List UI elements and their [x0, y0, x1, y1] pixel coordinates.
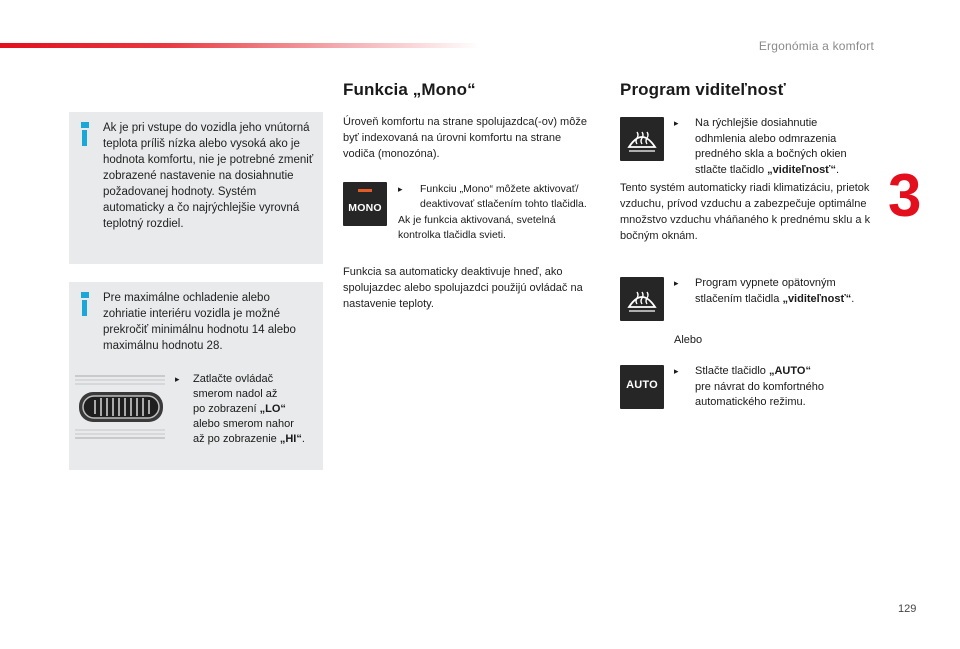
- info-text-max-cooling: Pre maximálne ochladenie alebo zohriatie interiéru vozidla je možné prekročiť minimálnu hodnotu 14 alebo maximálnu hodnotu 28.: [103, 292, 296, 352]
- temperature-knob-icon: [73, 370, 165, 446]
- info-text-temperature: Ak je pri vstupe do vozidla jeho vnútorná teplota príliš nízka alebo vysoká ako je hodnota komfortu, nie je potrebné zmeniť zobrazené nastavenie na dosiahnutie požadovanej hodnoty. Systém automaticky a čo najrýchlejšie vyrovná teplotný rozdiel.: [103, 122, 314, 230]
- bullet-triangle-icon: ▸: [398, 184, 403, 194]
- mono-button-icon: MONO: [343, 182, 387, 226]
- chapter-number: 3: [888, 162, 922, 229]
- lo-label: „LO“: [259, 403, 286, 415]
- knob-instruction: ▸ Zatlačte ovládač smerom nadol až po zobrazení „LO“ alebo smerom nahor až po zobrazenie „HI“.: [175, 373, 305, 445]
- hi-label: „HI“: [279, 433, 302, 445]
- chapter-title: Ergonómia a komfort: [758, 39, 874, 53]
- page-number: 129: [898, 603, 917, 615]
- or-label: Alebo: [674, 334, 703, 346]
- windshield-defrost-icon: [620, 117, 664, 161]
- header-accent-bar: [0, 43, 480, 48]
- visibility-description: Tento systém automaticky riadi klimatizáciu, prietok vzduchu, prívod vzduchu a zabezpečuje optimálne množstvo vzduchu vháňaného k prednému sklu a k bočným oknám.: [620, 182, 871, 242]
- visibility-section-title: Program viditeľnosť: [620, 80, 786, 99]
- auto-button-icon: AUTO: [620, 365, 664, 409]
- visibility-bullet-2: ▸ Program vypnete opätovným stlačením tlačidla „viditeľnosť“.: [674, 277, 855, 305]
- bullet-triangle-icon: ▸: [175, 374, 180, 384]
- info-box-max-cooling: [69, 282, 323, 470]
- info-box-temperature: [69, 112, 323, 264]
- info-icon: [81, 292, 91, 316]
- mono-section-title: Funkcia „Mono“: [343, 80, 476, 99]
- mono-outro: Funkcia sa automaticky deaktivuje hneď, ako spolujazdec alebo spolujazdci použijú ovládač na nastavenie teploty.: [343, 266, 583, 310]
- bullet-triangle-icon: ▸: [674, 366, 679, 376]
- bullet-triangle-icon: ▸: [674, 278, 679, 288]
- mono-intro: Úroveň komfortu na strane spolujazdca(-ov) môže byť indexovaná na úrovni komfortu na strane vodiča (monozóna).: [343, 116, 587, 160]
- mono-note: Ak je funkcia aktivovaná, svetelná kontrolka tlačidla svieti.: [398, 214, 556, 241]
- windshield-defrost-icon-2: [620, 277, 664, 321]
- bullet-triangle-icon: ▸: [674, 118, 679, 128]
- auto-bullet: ▸ Stlačte tlačidlo „AUTO“ pre návrat do komfortného automatického režimu.: [674, 365, 825, 408]
- visibility-bullet-1: ▸ Na rýchlejšie dosiahnutie odhmlenia alebo odmrazenia predného skla a bočných okien stlačte tlačidlo „viditeľnosť“.: [674, 117, 847, 176]
- info-icon: [81, 122, 91, 146]
